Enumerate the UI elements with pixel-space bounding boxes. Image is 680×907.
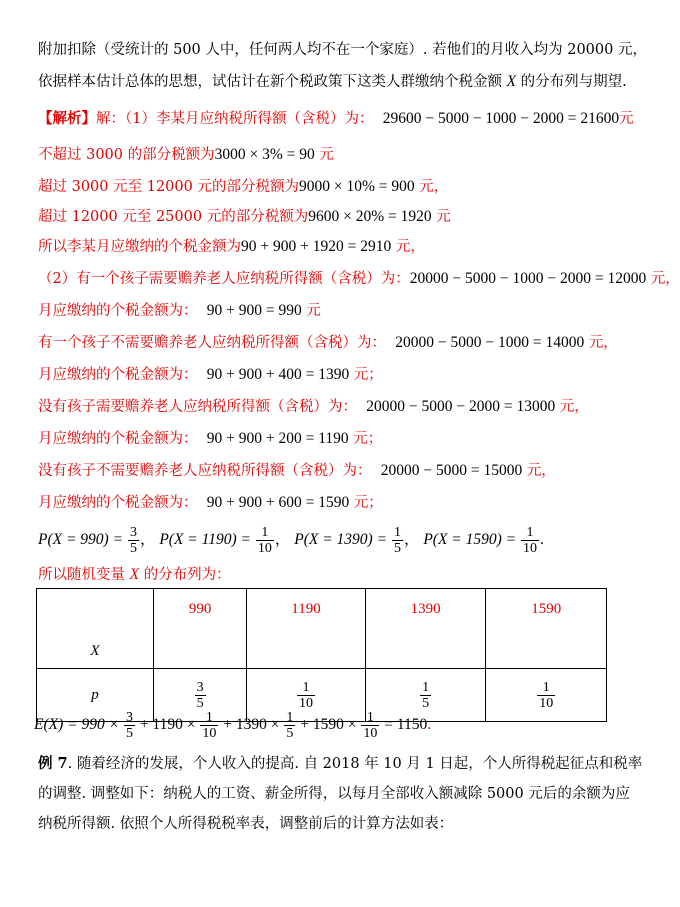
table-header-x: X [37, 589, 154, 669]
fraction [256, 525, 274, 556]
solution-line-2 [38, 145, 334, 165]
denominator: 10 [298, 695, 313, 711]
solution-line-12 [38, 461, 556, 481]
solution-line-8 [38, 333, 618, 353]
fraction [392, 525, 403, 556]
numerator: 1 [542, 679, 550, 695]
text-segment: 所以李某月应缴纳的个税金额为 [38, 239, 241, 255]
math-expression: 9600 × 20% = 1920 [308, 208, 432, 225]
numerator: 1 [261, 524, 269, 540]
variable-x: X [506, 73, 517, 90]
text-segment: 月应缴纳的个税金额为： [38, 303, 198, 319]
denominator: 10 [363, 725, 378, 741]
expectation-line [34, 708, 431, 742]
denominator: 5 [129, 540, 137, 556]
unit-text: 元 [306, 303, 321, 319]
math-expression: 90 + 900 + 1920 = 2910 [241, 238, 392, 255]
numerator: 1 [526, 524, 534, 540]
numerator: 1 [205, 709, 213, 725]
math-expression: 29600 − 5000 − 1000 − 2000 = 21600 [382, 110, 620, 127]
period: . [427, 716, 432, 733]
solution-line-13 [38, 493, 383, 513]
text-segment: 元， [650, 271, 680, 287]
unit-text: 元 [319, 147, 334, 163]
table-row [37, 589, 607, 669]
text-segment: 没有孩子需要赡养老人应纳税所得额（含税）为： [38, 399, 357, 415]
denominator: 5 [422, 695, 430, 711]
table-header-p: p [37, 669, 154, 722]
fraction [521, 525, 539, 556]
numerator: 3 [125, 709, 133, 725]
denominator: 10 [202, 725, 217, 741]
denominator: 5 [286, 725, 294, 741]
example-7-line-1 [38, 754, 642, 774]
text-segment: 超过 3000 元至 12000 元的部分税额为 [38, 179, 299, 195]
text-segment: . 随着经济的发展，个人收入的提高. 自 2018 年 10 月 1 日起，个人所得税起征点和税率 [67, 756, 643, 772]
text-segment: 元， [588, 335, 618, 351]
separator: . [540, 531, 544, 548]
text-segment: 不超过 3000 的部分税额为 [38, 147, 215, 163]
text-segment: 超过 12000 元至 25000 元的部分税额为 [38, 209, 309, 225]
prob-expression: P(X = 990) = [38, 531, 127, 548]
math-term: = 1150 [380, 716, 428, 733]
denominator: 5 [393, 540, 401, 556]
math-term: + 1390 × [219, 716, 284, 733]
solution-line-9 [38, 365, 383, 385]
prob-expression: P(X = 1390) = [294, 531, 391, 548]
table-cell-value: 990 [154, 589, 247, 669]
text-segment: 元； [353, 495, 383, 511]
math-expression: 90 + 900 + 400 = 1390 [206, 366, 350, 383]
problem-text-line-2 [38, 72, 627, 92]
text-segment: 月应缴纳的个税金额为： [38, 367, 198, 383]
text-segment: 元， [559, 399, 589, 415]
denominator: 10 [523, 540, 538, 556]
math-expression: 20000 − 5000 = 15000 [380, 462, 523, 479]
example-7-line-2: 的调整. 调整如下：纳税人的工资、薪金所得，以每月全部收入额减除 5000 元后的余额为应 [38, 786, 630, 802]
problem-text-line-1: 附加扣除（受统计的 500 人中，任何两人均不在一个家庭）. 若他们的月收入均为 20000 元， [38, 42, 647, 58]
table-cell-prob [486, 669, 607, 722]
text-segment: 月应缴纳的个税金额为： [38, 431, 198, 447]
separator: ， [139, 531, 156, 548]
example-label: 例 7 [38, 755, 68, 772]
text-segment: 解：（1）李某月应纳税所得额（含税）为： [96, 111, 374, 127]
fraction [128, 525, 139, 556]
math-expression: 9000 × 10% = 900 [298, 178, 415, 195]
fraction [200, 710, 218, 741]
fraction [284, 710, 295, 741]
prob-expression: P(X = 1590) = [423, 531, 521, 548]
solution-line-6 [38, 269, 680, 289]
fraction [361, 710, 379, 741]
solution-line-7 [38, 301, 321, 321]
solution-line-1 [38, 109, 634, 129]
numerator: 1 [286, 709, 294, 725]
math-expression: 90 + 900 + 200 = 1190 [206, 430, 349, 447]
text-segment: 月应缴纳的个税金额为： [38, 495, 198, 511]
numerator: 1 [422, 679, 430, 695]
solution-tag: 【解析】 [38, 110, 96, 127]
denominator: 5 [125, 725, 133, 741]
math-expression: 90 + 900 + 600 = 1590 [206, 494, 350, 511]
prob-expression: P(X = 1190) = [159, 531, 255, 548]
text-segment: 元， [419, 179, 449, 195]
table-cell-value: 1190 [247, 589, 366, 669]
numerator: 1 [393, 524, 401, 540]
fraction [124, 710, 135, 741]
math-expression: 20000 − 5000 − 1000 − 2000 = 12000 [409, 270, 647, 287]
variable-x: X [129, 566, 140, 583]
text-segment: 元； [353, 431, 383, 447]
math-expression: 3000 × 3% = 90 [214, 146, 315, 163]
example-7-line-3: 纳税所得额. 依照个人所得税税率表，调整前后的计算方法如表： [38, 816, 454, 832]
math-term: + 1590 × [296, 716, 361, 733]
unit-text: 元 [436, 209, 451, 225]
text-segment: 的分布列为： [139, 567, 231, 583]
math-expression: 90 + 900 = 990 [206, 302, 302, 319]
solution-line-3 [38, 177, 448, 197]
table-cell-value: 1590 [486, 589, 607, 669]
text-segment: 元； [353, 367, 383, 383]
table-cell-value: 1390 [365, 589, 486, 669]
math-expression: 20000 − 5000 − 2000 = 13000 [366, 398, 556, 415]
denominator: 10 [257, 540, 272, 556]
numerator: 1 [366, 709, 374, 725]
text-segment: 的分布列与期望. [516, 74, 627, 90]
separator: ， [274, 531, 291, 548]
text-segment: 依据样本估计总体的思想，试估计在新个税政策下这类人群缴纳个税金额 [38, 74, 507, 90]
text-segment: 所以随机变量 [38, 567, 130, 583]
probability-line [38, 523, 544, 557]
math-term: + 1190 × [135, 716, 200, 733]
numerator: 3 [196, 679, 204, 695]
text-segment: （2）有一个孩子需要赡养老人应纳税所得额（含税）为： [38, 271, 410, 287]
unit-text: 元 [619, 111, 634, 127]
numerator: 3 [129, 524, 137, 540]
solution-line-4 [38, 207, 451, 227]
expectation-lhs: E(X) = 990 × [34, 716, 123, 733]
math-expression: 20000 − 5000 − 1000 = 14000 [395, 334, 585, 351]
text-segment: 有一个孩子不需要赡养老人应纳税所得额（含税）为： [38, 335, 386, 351]
text-segment: 没有孩子不需要赡养老人应纳税所得额（含税）为： [38, 463, 372, 479]
solution-line-5 [38, 237, 425, 257]
text-segment: 元， [395, 239, 425, 255]
distribution-table [36, 588, 607, 722]
solution-line-11 [38, 429, 382, 449]
numerator: 1 [302, 679, 310, 695]
text-segment: 元， [526, 463, 556, 479]
denominator: 10 [539, 695, 554, 711]
separator: ， [403, 531, 420, 548]
solution-line-10 [38, 397, 589, 417]
distribution-intro [38, 565, 231, 585]
denominator: 5 [196, 695, 204, 711]
